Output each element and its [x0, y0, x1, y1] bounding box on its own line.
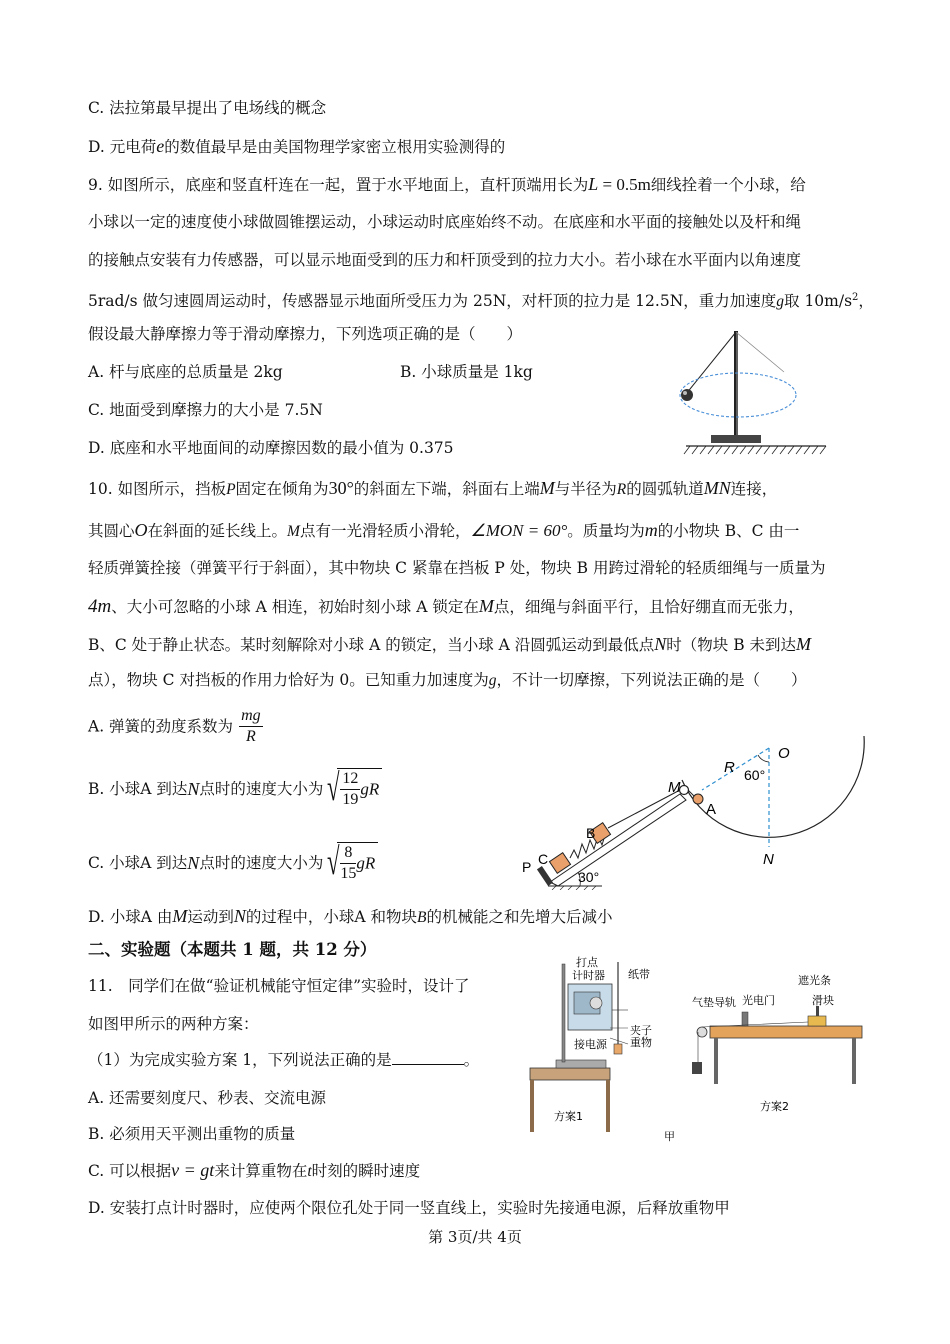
q10-option-c: C. 小球A 到达N点时的速度大小为 √ $\frac{8}{15}$ gR — [88, 842, 378, 884]
label-rail: 气垫导轨 — [692, 996, 736, 1009]
q10-option-a: A. 弹簧的劲度系数为 $\frac{mg}{R}$ — [88, 707, 261, 745]
label-weight: 重物 — [630, 1036, 652, 1049]
label-60deg: 60° — [744, 767, 766, 783]
q9-option-c: C. 地面受到摩擦力的大小是 7.5N — [88, 401, 323, 419]
experiment-setup-figure — [526, 944, 876, 1144]
q8-option-c: C. 法拉第最早提出了电场线的概念 — [88, 99, 327, 117]
incline-arc-figure — [512, 732, 872, 890]
section-2-heading: 二、实验题（本题共 1 题，共 12 分） — [88, 940, 377, 959]
conical-pendulum-figure — [676, 330, 836, 460]
label-plan-2: 方案2 — [760, 1100, 789, 1113]
q9-stem-line-1: 9. 如图所示，底座和竖直杆连在一起，置于水平地面上，直杆顶端用长为L = 0.5m细线拴着一个小球，给 — [88, 174, 806, 194]
label-c: C — [538, 851, 549, 867]
q10-option-b: B. 小球A 到达N点时的速度大小为 √ $\frac{12}{19}$ gR — [88, 768, 382, 810]
q10-stem-line-3: 轻质弹簧拴接（弹簧平行于斜面），其中物块 C 紧靠在挡板 P 处，物块 B 用跨过滑轮的轻质细绳与一质量为 — [88, 559, 826, 577]
q11-option-c: C. 可以根据v = gt来计算重物在t时刻的瞬时速度 — [88, 1160, 421, 1180]
q10-stem-line-1: 10. 如图所示，挡板P固定在倾角为30°的斜面左下端，斜面右上端M与半径为R的圆弧轨道MN连接， — [88, 478, 778, 498]
q9-option-d: D. 底座和水平地面间的动摩擦因数的最小值为 0.375 — [88, 439, 454, 457]
page-footer: 第 3页/共 4页 — [428, 1228, 522, 1246]
label-a: A — [706, 801, 717, 818]
q11-sub-1: （1）为完成实验方案 1，下列说法正确的是 。 — [88, 1051, 480, 1069]
label-timer-1: 打点 — [576, 956, 598, 969]
q9-option-a: A. 杆与底座的总质量是 2kg — [88, 363, 283, 381]
label-clip: 夹子 — [630, 1024, 652, 1037]
q9-stem-line-5: 假设最大静摩擦力等于滑动摩擦力，下列选项正确的是（ ） — [88, 325, 523, 343]
q8-option-d: D. 元电荷e的数值最早是由美国物理学家密立根用实验测得的 — [88, 136, 506, 156]
q11-option-a: A. 还需要刻度尺、秒表、交流电源 — [88, 1089, 327, 1107]
label-m: M — [668, 779, 681, 796]
q10-stem-line-6: 点），物块 C 对挡板的作用力恰好为 0。已知重力加速度为g，不计一切摩擦，下列说法正确的是（ ） — [88, 671, 807, 689]
q9-stem-line-3: 的接触点安装有力传感器，可以显示地面受到的压力和杆顶受到的拉力大小。若小球在水平面内以角速度 — [88, 251, 802, 269]
label-o: O — [778, 745, 790, 762]
label-slider: 滑块 — [812, 994, 834, 1007]
label-r: R — [724, 759, 735, 776]
answer-blank — [392, 1064, 464, 1065]
label-gate: 光电门 — [742, 994, 775, 1007]
q9-stem-line-2: 小球以一定的速度使小球做圆锥摆运动，小球运动时底座始终不动。在底座和水平面的接触处以及杆和绳 — [88, 213, 802, 231]
label-jia: 甲 — [664, 1130, 675, 1143]
q11-stem-line-1: 11. 同学们在做“验证机械能守恒定律”实验时，设计了 — [88, 977, 470, 995]
q11-option-b: B. 必须用天平测出重物的质量 — [88, 1125, 296, 1143]
label-power: 接电源 — [574, 1038, 607, 1051]
label-p: P — [522, 859, 532, 875]
q10-stem-line-5: B、C 处于静止状态。某时刻解除对小球 A 的锁定，当小球 A 沿圆弧运动到最低点N时（物块 B 未到达M — [88, 634, 812, 654]
q10-stem-line-4: 4m、大小可忽略的小球 A 相连，初始时刻小球 A 锁定在M点，细绳与斜面平行，且恰好绷直而无张力， — [88, 596, 804, 617]
label-timer-2: 计时器 — [572, 969, 605, 982]
label-plan-1: 方案1 — [554, 1110, 583, 1123]
q9-stem-line-4: 5rad/s 做匀速圆周运动时，传感器显示地面所受压力为 25N，对杆顶的拉力是 12.5N，重力加速度g取 $10m/s^2$， — [88, 292, 874, 311]
q11-option-d: D. 安装打点计时器时，应使两个限位孔处于同一竖直线上，实验时先接通电源，后释放重物甲 — [88, 1199, 730, 1217]
label-b: B — [586, 825, 596, 841]
label-n: N — [763, 851, 774, 868]
label-tape: 纸带 — [628, 968, 650, 981]
label-shade: 遮光条 — [798, 974, 831, 987]
q9-option-b: B. 小球质量是 1kg — [400, 363, 533, 381]
label-30deg: 30° — [578, 869, 600, 885]
q10-stem-line-2: 其圆心O在斜面的延长线上。M点有一光滑轻质小滑轮，∠MON = 60°。质量均为m的小物块 B、C 由一 — [88, 520, 800, 540]
q11-stem-line-2: 如图甲所示的两种方案： — [88, 1015, 259, 1033]
q10-option-d: D. 小球A 由M运动到N的过程中，小球A 和物块B的机械能之和先增大后减小 — [88, 906, 613, 926]
